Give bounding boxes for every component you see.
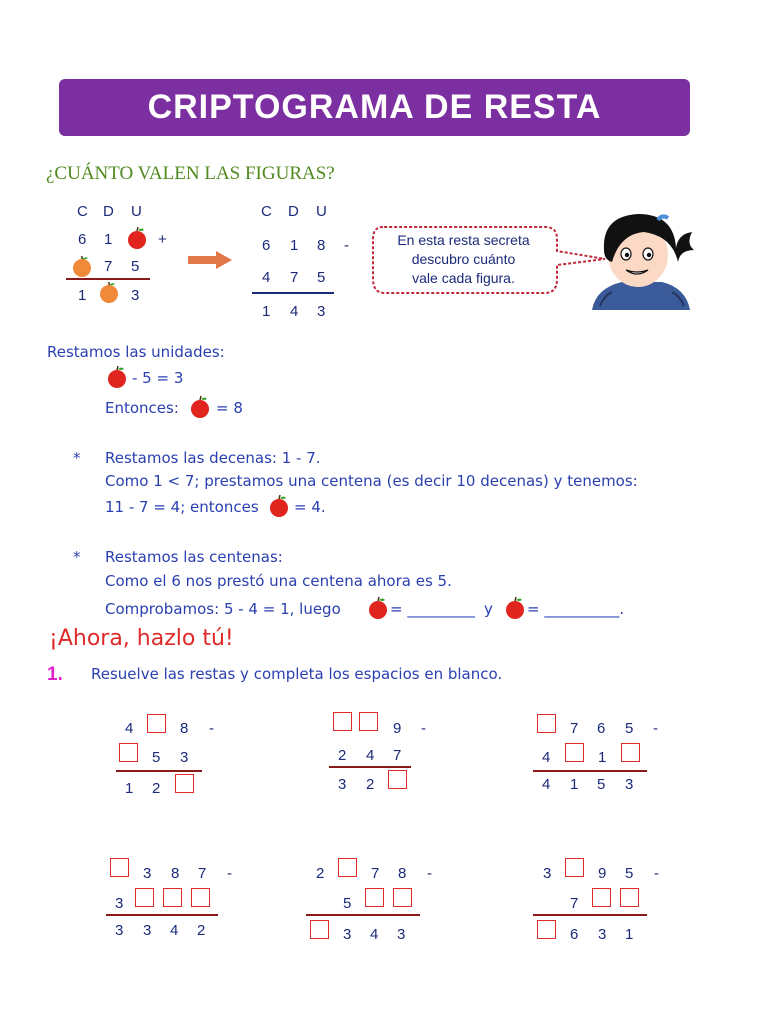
ex4-blank-box[interactable] [191, 888, 210, 907]
ex3-digit: 1 [598, 749, 607, 766]
ex4-blank-box[interactable] [163, 888, 182, 907]
ex3-blank-box[interactable] [537, 714, 556, 733]
ex6-digit: 7 [570, 895, 579, 912]
units-then-value: = 8 [216, 399, 243, 417]
left-r1-c: 6 [78, 231, 87, 248]
ex2-digit: 2 [338, 747, 347, 764]
ex1-digit: 8 [180, 720, 189, 737]
ex1-digit: 3 [180, 749, 189, 766]
ex1-minus: - [209, 720, 214, 737]
speech-bubble [369, 221, 558, 297]
left-r3-c: 1 [78, 287, 87, 304]
ex2-minus: - [421, 720, 426, 737]
ex5-blank-box[interactable] [338, 858, 357, 877]
units-then-label: Entonces: [105, 399, 179, 417]
ex4-digit: 7 [198, 865, 207, 882]
ex3-digit: 4 [542, 749, 551, 766]
tens-line-3-value: = 4. [294, 498, 326, 516]
ex1-rule [116, 770, 202, 772]
ex3-digit: 5 [625, 720, 634, 737]
ex5-digit: 5 [343, 895, 352, 912]
ex6-digit: 3 [598, 926, 607, 943]
apple-orange-icon [98, 281, 120, 305]
ex4-minus: - [227, 865, 232, 882]
ex5-rule [306, 914, 420, 916]
bubble-line-2: descubro cuánto [411, 251, 516, 267]
ex3-digit: 5 [597, 776, 606, 793]
left-r2-d: 7 [104, 258, 113, 275]
ex3-digit: 1 [570, 776, 579, 793]
left-plus: + [158, 231, 167, 248]
ex2-blank-box[interactable] [388, 770, 407, 789]
tens-line-3: 11 - 7 = 4; entonces [105, 498, 259, 516]
ex2-blank-box[interactable] [333, 712, 352, 731]
units-title: Restamos las unidades: [47, 343, 225, 361]
right-r3-c: 1 [262, 303, 271, 320]
hundreds-line-2: Como el 6 nos prestó una centena ahora es 5. [105, 572, 452, 590]
apple-red-icon [126, 226, 148, 250]
ex6-digit: 5 [625, 865, 634, 882]
ex4-blank-box[interactable] [110, 858, 129, 877]
ex3-rule [533, 770, 647, 772]
tens-title: Restamos las decenas: 1 - 7. [105, 449, 321, 467]
right-rule [252, 292, 334, 294]
ex5-digit: 7 [371, 865, 380, 882]
bullet-tens: * [73, 449, 81, 467]
ex6-digit: 1 [625, 926, 634, 943]
ex6-minus: - [654, 865, 659, 882]
units-equation: - 5 = 3 [132, 369, 184, 387]
hundreds-y: y [484, 600, 493, 618]
header-u: U [131, 203, 142, 220]
ex2-digit: 3 [338, 776, 347, 793]
ex1-blank-box[interactable] [175, 774, 194, 793]
hundreds-line-3: Comprobamos: 5 - 4 = 1, luego [105, 600, 341, 618]
tens-line-2: Como 1 < 7; prestamos una centena (es decir 10 decenas) y tenemos: [105, 472, 638, 490]
ex6-digit: 9 [598, 865, 607, 882]
right-r3-d: 4 [290, 303, 299, 320]
right-header-d: D [288, 203, 299, 220]
right-r3-u: 3 [317, 303, 326, 320]
ex3-digit: 6 [597, 720, 606, 737]
ex1-digit: 4 [125, 720, 134, 737]
ex4-digit: 4 [170, 922, 179, 939]
right-r1-d: 1 [290, 237, 299, 254]
ex2-blank-box[interactable] [359, 712, 378, 731]
right-r1-c: 6 [262, 237, 271, 254]
right-header-c: C [261, 203, 272, 220]
ex2-digit: 4 [366, 747, 375, 764]
ex5-blank-box[interactable] [393, 888, 412, 907]
ex6-digit: 3 [543, 865, 552, 882]
ex5-blank-box[interactable] [310, 920, 329, 939]
apple-red-icon [189, 395, 211, 419]
apple-red-icon [268, 494, 290, 518]
bubble-line-1: En esta resta secreta [397, 232, 530, 248]
ex5-digit: 4 [370, 926, 379, 943]
ex4-digit: 2 [197, 922, 206, 939]
hundreds-blank-1: = _________ [390, 600, 475, 618]
right-r2-c: 4 [262, 269, 271, 286]
ex5-digit: 8 [398, 865, 407, 882]
ex4-digit: 3 [143, 922, 152, 939]
left-r3-u: 3 [131, 287, 140, 304]
title-banner [59, 79, 690, 136]
ex4-digit: 3 [115, 922, 124, 939]
ex4-blank-box[interactable] [135, 888, 154, 907]
ex1-blank-box[interactable] [119, 743, 138, 762]
left-r2-u: 5 [131, 258, 140, 275]
arrow-right-icon [188, 251, 232, 269]
ex5-blank-box[interactable] [365, 888, 384, 907]
ex6-blank-box[interactable] [620, 888, 639, 907]
bullet-hundreds: * [73, 548, 81, 566]
ex5-digit: 3 [343, 926, 352, 943]
ex5-digit: 2 [316, 865, 325, 882]
ex2-digit: 7 [393, 747, 402, 764]
ex4-rule [106, 914, 218, 916]
apple-red-icon [106, 365, 128, 389]
right-header-u: U [316, 203, 327, 220]
ex6-blank-box[interactable] [565, 858, 584, 877]
apple-orange-icon [71, 255, 93, 279]
left-rule [66, 278, 150, 280]
right-r2-u: 5 [317, 269, 326, 286]
ex5-digit: 3 [397, 926, 406, 943]
ex2-rule [329, 766, 411, 768]
hundreds-blank-2: = __________. [527, 600, 625, 618]
right-r1-u: 8 [317, 237, 326, 254]
ex6-blank-box[interactable] [592, 888, 611, 907]
ex4-digit: 3 [115, 895, 124, 912]
ex3-digit: 7 [570, 720, 579, 737]
ex6-blank-box[interactable] [537, 920, 556, 939]
page-title: CRIPTOGRAMA DE RESTA [147, 88, 602, 126]
ex3-digit: 3 [625, 776, 634, 793]
hundreds-title: Restamos las centenas: [105, 548, 283, 566]
bubble-text [369, 231, 558, 288]
ex6-digit: 6 [570, 926, 579, 943]
right-r2-d: 7 [290, 269, 299, 286]
header-c: C [77, 203, 88, 220]
ex5-minus: - [427, 865, 432, 882]
apple-red-icon [504, 596, 526, 620]
bubble-line-3: vale cada figura. [412, 270, 515, 286]
left-r1-d: 1 [104, 231, 113, 248]
ex2-digit: 9 [393, 720, 402, 737]
right-minus: - [344, 237, 349, 254]
ex1-digit: 2 [152, 780, 161, 797]
ex1-digit: 5 [152, 749, 161, 766]
ex1-digit: 1 [125, 780, 134, 797]
girl-character-illustration [582, 210, 700, 312]
apple-red-icon [367, 596, 389, 620]
subtitle: ¿CUÁNTO VALEN LAS FIGURAS? [46, 163, 335, 184]
ex3-digit: 4 [542, 776, 551, 793]
ex3-blank-box[interactable] [621, 743, 640, 762]
ex3-blank-box[interactable] [565, 743, 584, 762]
ex6-rule [533, 914, 647, 916]
ex3-minus: - [653, 720, 658, 737]
practice-heading: ¡Ahora, hazlo tú! [49, 626, 234, 651]
instruction: Resuelve las restas y completa los espacios en blanco. [91, 665, 503, 683]
ex4-digit: 8 [171, 865, 180, 882]
ex4-digit: 3 [143, 865, 152, 882]
ex1-blank-box[interactable] [147, 714, 166, 733]
header-d: D [103, 203, 114, 220]
ex2-digit: 2 [366, 776, 375, 793]
exercise-number: 1. [47, 664, 63, 685]
